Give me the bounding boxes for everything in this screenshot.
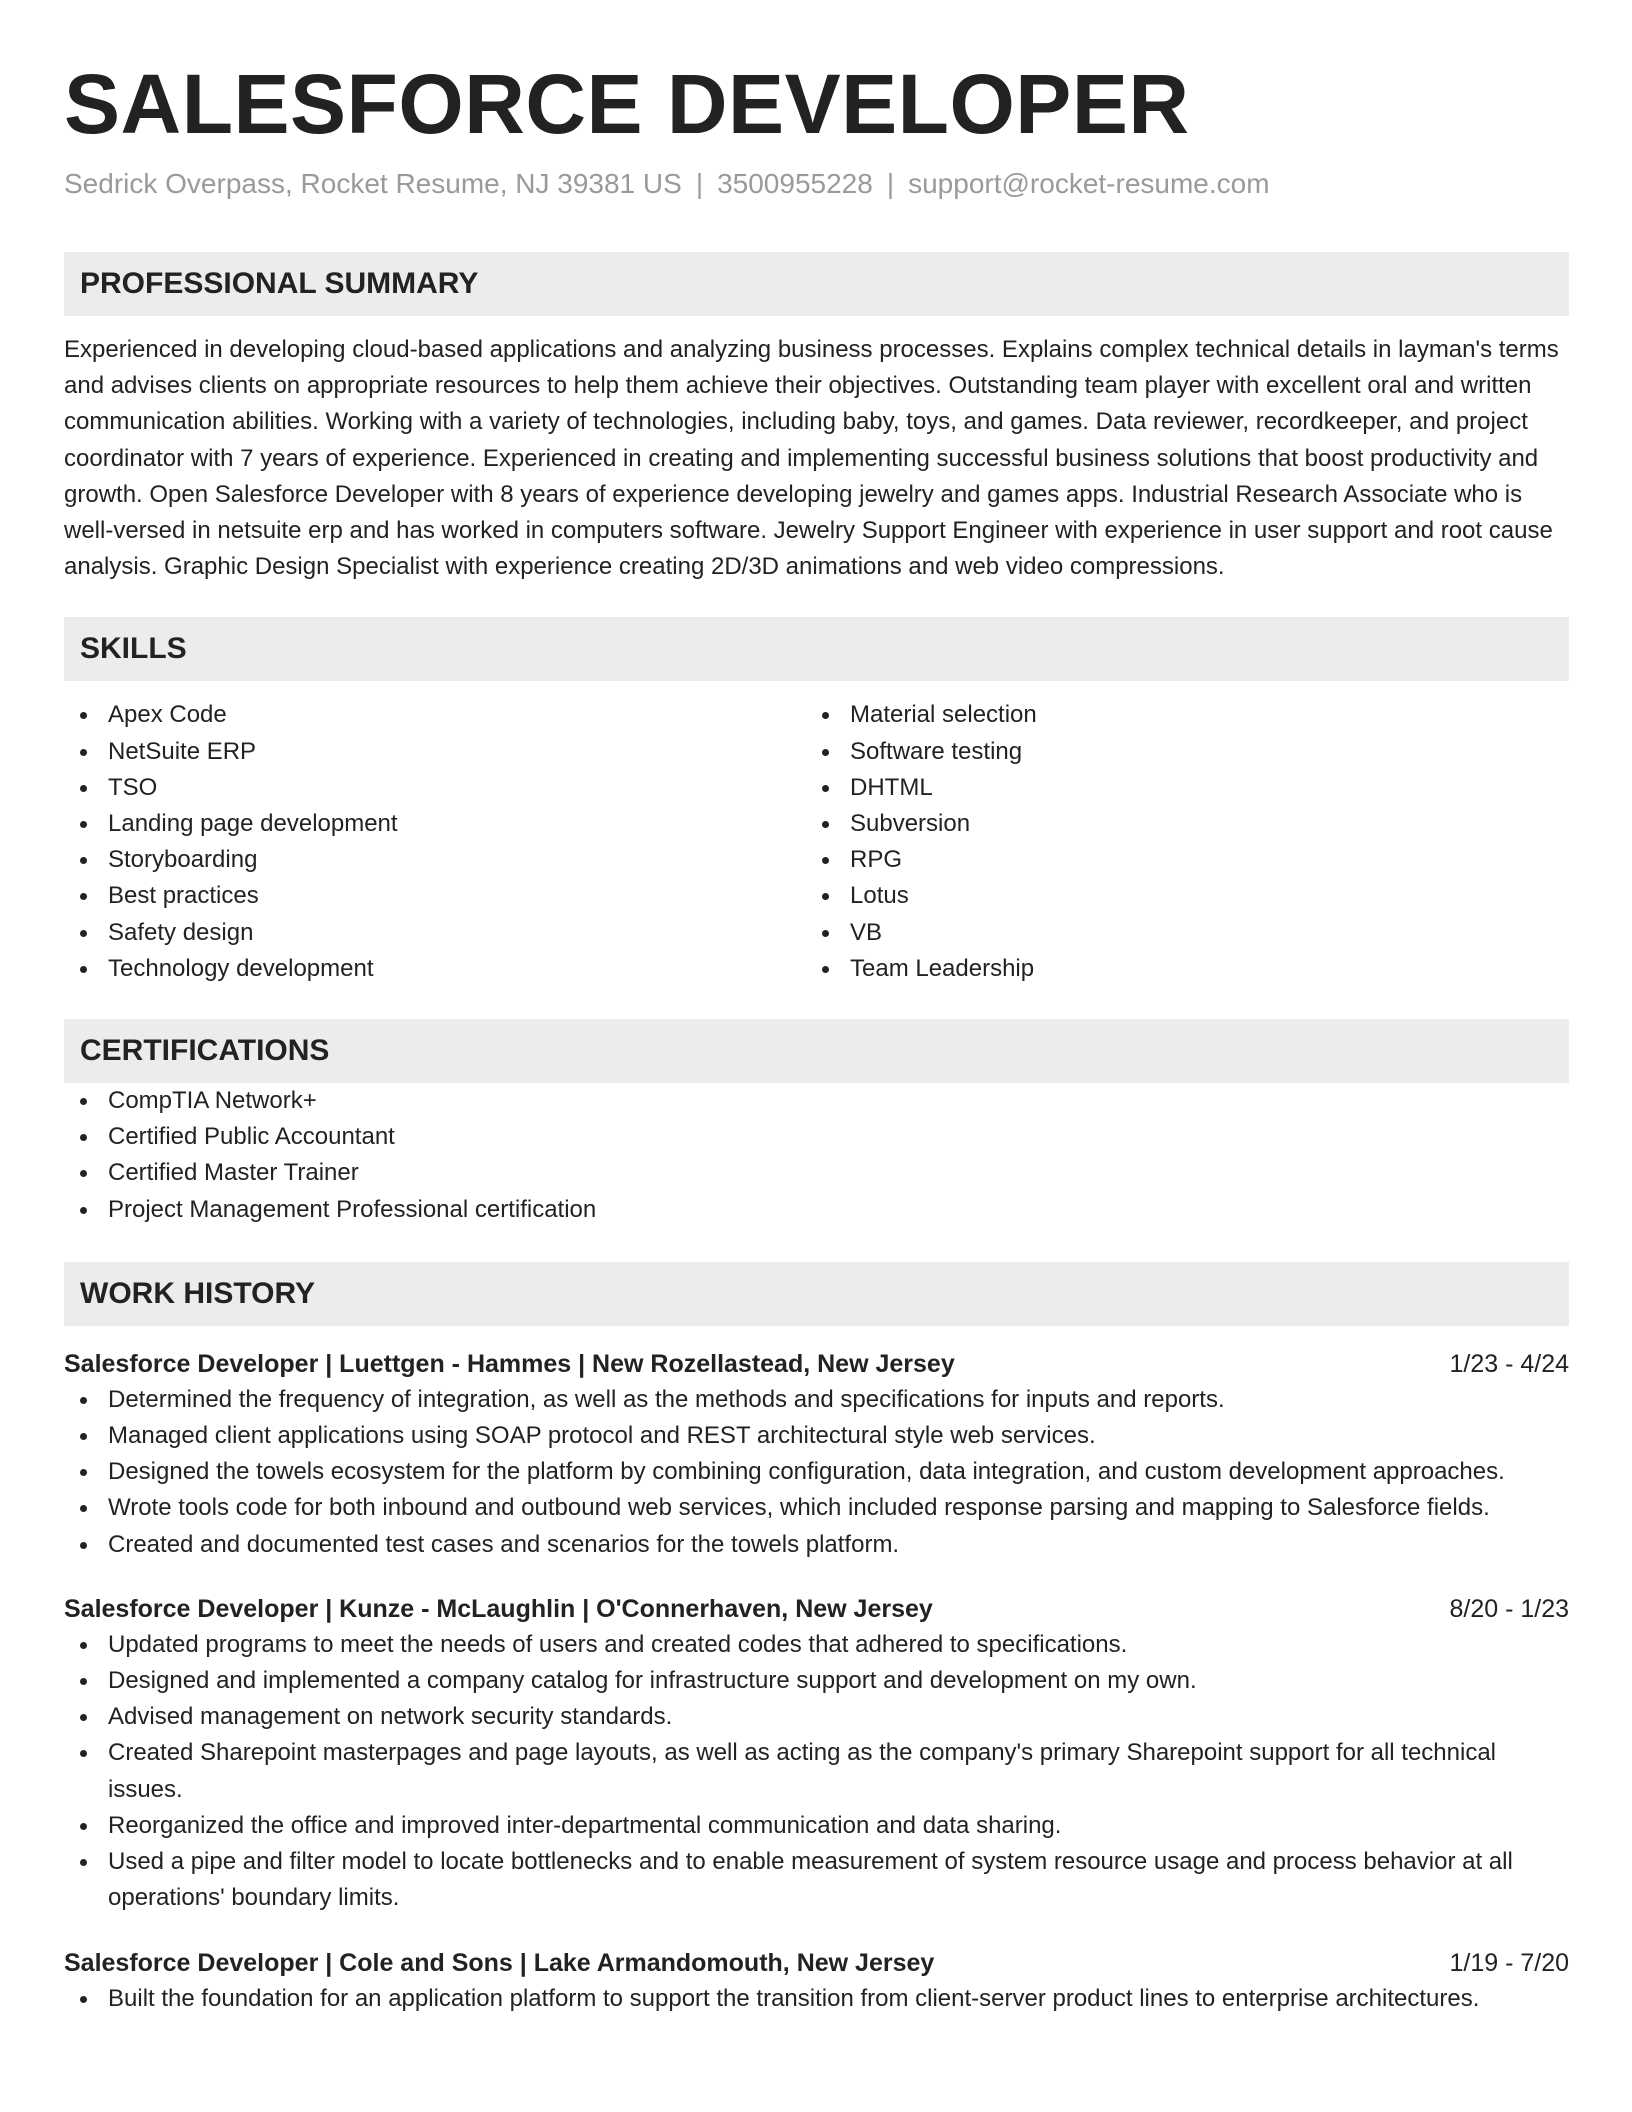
skill-item-text: Team Leadership	[850, 954, 1035, 982]
job-bullet-text: Created and documented test cases and scenarios for the towels platform.	[108, 1530, 900, 1558]
job-bullet	[64, 1490, 1569, 1526]
job-bullet	[64, 1808, 1569, 1844]
certification-item	[64, 1155, 1569, 1191]
skill-item-text: Safety design	[108, 918, 254, 946]
bullet-icon	[80, 1098, 87, 1105]
skill-item-text: Material selection	[850, 701, 1037, 729]
job-header	[64, 1945, 1569, 1981]
bullet-icon	[822, 857, 829, 864]
bullet-icon	[80, 930, 87, 937]
skills-list-right	[806, 697, 1548, 987]
bullet-icon	[80, 1134, 87, 1141]
skill-item-text: DHTML	[850, 773, 933, 801]
skill-item	[64, 734, 806, 770]
skill-item-text: Software testing	[850, 737, 1023, 765]
certification-item-text: Certified Master Trainer	[108, 1159, 359, 1187]
bullet-icon	[822, 785, 829, 792]
skill-item-text: Best practices	[108, 882, 259, 910]
job-title: Salesforce Developer | Luettgen - Hammes | New Rozellastead, New Jersey	[64, 1349, 955, 1378]
job-bullet-text: Advised management on network security standards.	[108, 1703, 673, 1731]
skills-columns	[64, 697, 1569, 987]
bullet-icon	[80, 966, 87, 973]
skill-item-text: VB	[850, 918, 883, 946]
job-title: Salesforce Developer | Kunze - McLaughlin | O'Connerhaven, New Jersey	[64, 1594, 933, 1623]
summary-text: Experienced in developing cloud-based applications and analyzing business processes. Explains complex technical details in layman's terms and advises clients on appropriate resources to help them achieve their objectives. Outstanding team player with excellent oral and written communication abilities. Working with a variety of technologies, including baby, toys, and games. Data reviewer, recordkeeper, and project coordinator with 7 years of experience. Experienced in creating and implementing successful business solutions that boost productivity and growth. Open Salesforce Developer with 8 years of experience developing jewelry and games apps. Industrial Research Associate who is well-versed in netsuite erp and has worked in computers software. Jewelry Support Engineer with experience in user support and root cause analysis. Graphic Design Specialist with experience creating 2D/3D animations and web video compressions.	[64, 336, 1559, 581]
job-bullet-text: Managed client applications using SOAP protocol and REST architectural style web services.	[108, 1422, 1096, 1450]
skill-item	[64, 770, 806, 806]
skill-item-text: NetSuite ERP	[108, 737, 257, 765]
skills-column-left	[64, 697, 806, 987]
skills-heading: SKILLS	[64, 617, 1569, 681]
job-bullet-text: Built the foundation for an application platform to support the transition from client-server product lines to enterprise architectures.	[108, 1984, 1480, 2012]
job-bullet-text: Created Sharepoint masterpages and page layouts, as well as acting as the company's primary Sharepoint support for all technical issues.	[108, 1739, 1497, 1803]
certifications-heading: CERTIFICATIONS	[64, 1019, 1569, 1083]
bullet-icon	[80, 821, 87, 828]
skill-item	[64, 915, 806, 951]
bullet-icon	[80, 749, 87, 756]
job-bullet-text: Reorganized the office and improved inter-departmental communication and data sharing.	[108, 1811, 1062, 1839]
skills-list-left	[64, 697, 806, 987]
bullet-icon	[80, 1505, 87, 1512]
job-header	[64, 1591, 1569, 1627]
skill-item-text: RPG	[850, 846, 903, 874]
job-bullet-text: Designed and implemented a company catalog for infrastructure support and development on my own.	[108, 1667, 1197, 1695]
certification-item	[64, 1119, 1569, 1155]
job-bullets	[64, 1981, 1569, 2017]
job-bullets	[64, 1627, 1569, 1917]
contact-email: support@rocket-resume.com	[908, 168, 1270, 199]
skill-item	[806, 915, 1548, 951]
bullet-icon	[822, 893, 829, 900]
bullet-icon	[80, 1996, 87, 2003]
job-bullet	[64, 1663, 1569, 1699]
bullet-icon	[80, 1170, 87, 1177]
skill-item	[64, 878, 806, 914]
job-bullet	[64, 1418, 1569, 1454]
bullet-icon	[80, 1678, 87, 1685]
bullet-icon	[822, 966, 829, 973]
skill-item-text: Landing page development	[108, 810, 398, 838]
bullet-icon	[822, 821, 829, 828]
skill-item	[806, 878, 1548, 914]
job-header	[64, 1346, 1569, 1382]
job-dates: 1/19 - 7/20	[1449, 1948, 1569, 1977]
job-bullet	[64, 1454, 1569, 1490]
job-bullet-text: Wrote tools code for both inbound and outbound web services, which included response parsing and mapping to Salesforce fields.	[108, 1494, 1490, 1522]
certification-item-text: Certified Public Accountant	[108, 1123, 395, 1151]
contact-phone: 3500955228	[717, 168, 873, 199]
bullet-icon	[80, 1433, 87, 1440]
skill-item	[64, 842, 806, 878]
skill-item	[64, 806, 806, 842]
job-bullet	[64, 1981, 1569, 2017]
skill-item	[806, 734, 1548, 770]
job-bullet	[64, 1699, 1569, 1735]
certification-item-text: CompTIA Network+	[108, 1087, 317, 1115]
skill-item	[806, 842, 1548, 878]
bullet-icon	[80, 785, 87, 792]
certification-item	[64, 1192, 1569, 1228]
page-title: SALESFORCE DEVELOPER	[64, 57, 1190, 151]
job-bullet	[64, 1527, 1569, 1563]
bullet-icon	[80, 1714, 87, 1721]
job-title: Salesforce Developer | Cole and Sons | Lake Armandomouth, New Jersey	[64, 1948, 935, 1977]
bullet-icon	[80, 712, 87, 719]
skill-item-text: TSO	[108, 773, 158, 801]
skill-item	[806, 770, 1548, 806]
job-bullet	[64, 1844, 1569, 1916]
summary-heading: PROFESSIONAL SUMMARY	[64, 252, 1569, 316]
job-bullet-text: Determined the frequency of integration, as well as the methods and specifications for inputs and reports.	[108, 1385, 1225, 1413]
skills-column-right	[806, 697, 1548, 987]
bullet-icon	[80, 1207, 87, 1214]
bullet-icon	[80, 857, 87, 864]
skill-item	[64, 951, 806, 987]
contact-line	[64, 166, 1569, 202]
job-entry	[64, 1945, 1569, 2017]
bullet-icon	[822, 712, 829, 719]
job-bullet-text: Used a pipe and filter model to locate bottlenecks and to enable measurement of system resource usage and process behavior at all operations' boundary limits.	[108, 1848, 1513, 1912]
job-dates: 8/20 - 1/23	[1449, 1594, 1569, 1623]
skill-item	[806, 951, 1548, 987]
work-history-heading: WORK HISTORY	[64, 1262, 1569, 1326]
bullet-icon	[80, 1397, 87, 1404]
job-bullet-text: Updated programs to meet the needs of users and created codes that adhered to specifications.	[108, 1630, 1128, 1658]
skill-item	[806, 697, 1548, 733]
skill-item	[64, 697, 806, 733]
bullet-icon	[80, 1469, 87, 1476]
certifications-list	[64, 1083, 1569, 1228]
job-entry	[64, 1591, 1569, 1917]
skill-item-text: Apex Code	[108, 701, 227, 729]
job-dates: 1/23 - 4/24	[1449, 1349, 1569, 1378]
bullet-icon	[80, 1823, 87, 1830]
skill-item-text: Technology development	[108, 954, 374, 982]
job-bullet-text: Designed the towels ecosystem for the platform by combining configuration, data integration, and custom development approaches.	[108, 1458, 1505, 1486]
skill-item-text: Subversion	[850, 810, 971, 838]
bullet-icon	[80, 893, 87, 900]
bullet-icon	[822, 930, 829, 937]
contact-address: Sedrick Overpass, Rocket Resume, NJ 39381 US	[64, 168, 682, 199]
contact-separator: |	[886, 168, 895, 199]
skill-item-text: Storyboarding	[108, 846, 258, 874]
bullet-icon	[80, 1642, 87, 1649]
job-bullet	[64, 1735, 1569, 1807]
bullet-icon	[80, 1542, 87, 1549]
job-entry	[64, 1346, 1569, 1563]
job-bullet	[64, 1627, 1569, 1663]
certification-item	[64, 1083, 1569, 1119]
contact-separator: |	[695, 168, 704, 199]
bullet-icon	[822, 749, 829, 756]
bullet-icon	[80, 1750, 87, 1757]
skill-item	[806, 806, 1548, 842]
skill-item-text: Lotus	[850, 882, 909, 910]
bullet-icon	[80, 1859, 87, 1866]
job-bullet	[64, 1382, 1569, 1418]
job-bullets	[64, 1382, 1569, 1563]
certification-item-text: Project Management Professional certification	[108, 1195, 597, 1223]
